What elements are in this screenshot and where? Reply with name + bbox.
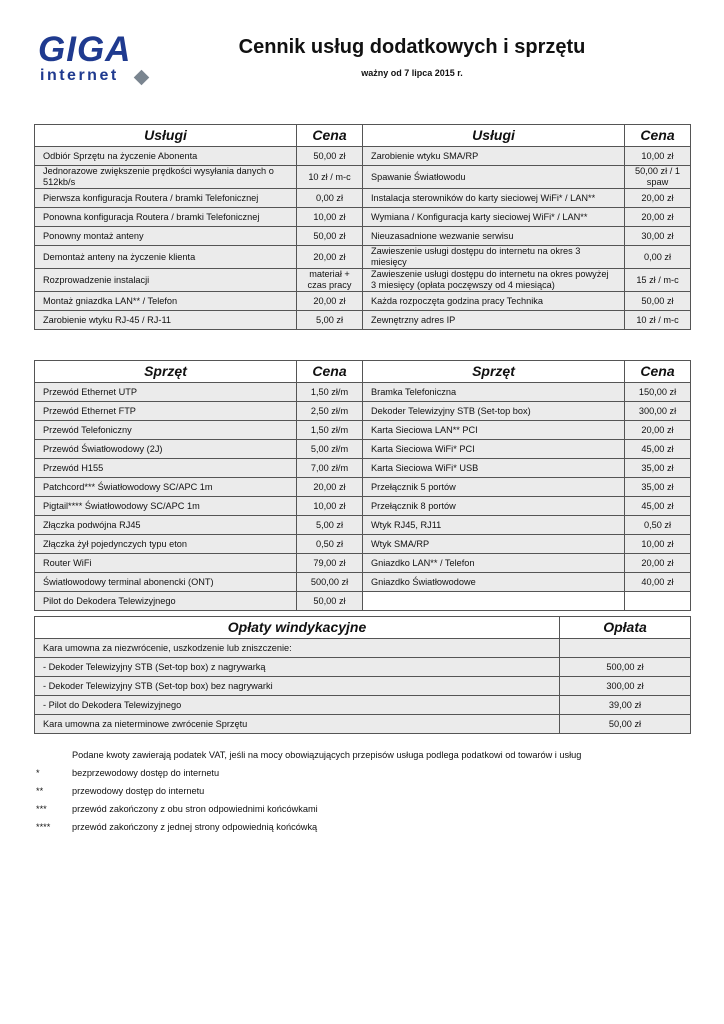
item-price: 79,00 zł: [297, 554, 363, 573]
item-price: [625, 592, 691, 611]
item-name: Ponowna konfiguracja Routera / bramki Telefonicznej: [35, 208, 297, 227]
item-name: Instalacja sterowników do karty sieciowej WiFi* / LAN**: [363, 189, 625, 208]
item-name: Przewód H155: [35, 459, 297, 478]
item-name: Złączka żył pojedynczych typu eton: [35, 535, 297, 554]
item-name: Odbiór Sprzętu na życzenie Abonenta: [35, 147, 297, 166]
table-header-row: [35, 125, 691, 147]
table-row: [35, 554, 691, 573]
item-name: Przełącznik 5 portów: [363, 478, 625, 497]
table-row: [35, 592, 691, 611]
item-name: Światłowodowy terminal abonencki (ONT): [35, 573, 297, 592]
footnote-text: bezprzewodowy dostęp do internetu: [72, 768, 220, 778]
item-name: Każda rozpoczęta godzina pracy Technika: [363, 292, 625, 311]
item-name: Jednorazowe zwiększenie prędkości wysyłania danych o 512kb/s: [35, 166, 297, 189]
note-intro-text: Podane kwoty zawierają podatek VAT, jeśli na mocy obowiązujących przepisów usługa podlega podatkowi od towarów i usług: [72, 750, 582, 760]
item-price: 0,50 zł: [625, 516, 691, 535]
item-price: 10 zł / m-c: [625, 311, 691, 330]
table-row: [35, 535, 691, 554]
item-price: 30,00 zł: [625, 227, 691, 246]
item-name: Patchcord*** Światłowodowy SC/APC 1m: [35, 478, 297, 497]
item-name: Pierwsza konfiguracja Routera / bramki Telefonicznej: [35, 189, 297, 208]
item-price: 7,00 zł/m: [297, 459, 363, 478]
item-name: Zawieszenie usługi dostępu do internetu na okres 3 miesięcy: [363, 246, 625, 269]
item-price: 15 zł / m-c: [625, 269, 691, 292]
footnote-mark: **: [36, 786, 44, 796]
table-header-row: [35, 617, 691, 639]
table-row: [35, 246, 691, 269]
fee-amount: [560, 639, 691, 658]
item-price: 10,00 zł: [297, 497, 363, 516]
item-name: Demontaż anteny na życzenie klienta: [35, 246, 297, 269]
item-price: 5,00 zł/m: [297, 440, 363, 459]
table-row: [35, 311, 691, 330]
table-row: [35, 516, 691, 535]
item-price: materiał + czas pracy: [297, 269, 363, 292]
fee-name: Kara umowna za nieterminowe zwrócenie Sprzętu: [35, 715, 560, 734]
item-price: 5,00 zł: [297, 311, 363, 330]
header-services-2: Usługi: [363, 125, 625, 147]
note-intro: [36, 746, 686, 764]
item-price: 20,00 zł: [625, 189, 691, 208]
item-name: Pilot do Dekodera Telewizyjnego: [35, 592, 297, 611]
table-row: [35, 696, 691, 715]
item-name: Montaż gniazdka LAN** / Telefon: [35, 292, 297, 311]
item-price: 10,00 zł: [625, 535, 691, 554]
item-name: Zarobienie wtyku SMA/RP: [363, 147, 625, 166]
item-price: 1,50 zł/m: [297, 421, 363, 440]
table-row: [35, 497, 691, 516]
item-name: Bramka Telefoniczna: [363, 383, 625, 402]
item-price: 20,00 zł: [297, 246, 363, 269]
item-name: Wtyk SMA/RP: [363, 535, 625, 554]
item-price: 20,00 zł: [625, 554, 691, 573]
table-row: [35, 208, 691, 227]
item-name: Zewnętrzny adres IP: [363, 311, 625, 330]
fees-table: [34, 616, 691, 734]
item-name: Przewód Światłowodowy (2J): [35, 440, 297, 459]
equipment-table: [34, 360, 691, 611]
footnote-item: [36, 764, 686, 782]
table-row: [35, 639, 691, 658]
item-price: 20,00 zł: [625, 208, 691, 227]
item-price: 20,00 zł: [625, 421, 691, 440]
item-name: [363, 592, 625, 611]
table-row: [35, 478, 691, 497]
fee-name: - Dekoder Telewizyjny STB (Set-top box) bez nagrywarki: [35, 677, 560, 696]
item-price: 50,00 zł: [625, 292, 691, 311]
table-row: [35, 573, 691, 592]
item-price: 35,00 zł: [625, 459, 691, 478]
table-row: [35, 715, 691, 734]
item-price: 10,00 zł: [625, 147, 691, 166]
header-price-2: Cena: [625, 125, 691, 147]
item-name: Dekoder Telewizyjny STB (Set-top box): [363, 402, 625, 421]
page-title: Cennik usług dodatkowych i sprzętu: [238, 36, 586, 58]
item-name: Złączka podwójna RJ45: [35, 516, 297, 535]
item-name: Przewód Ethernet UTP: [35, 383, 297, 402]
item-price: 0,00 zł: [625, 246, 691, 269]
item-price: 50,00 zł: [297, 592, 363, 611]
table-row: [35, 269, 691, 292]
footnotes: [36, 746, 686, 836]
header-price-1: Cena: [297, 361, 363, 383]
table-row: [35, 440, 691, 459]
item-name: Zawieszenie usługi dostępu do internetu na okres powyżej 3 miesięcy (opłata poczęwszy od 4 miesiąca): [363, 269, 625, 292]
header-fee: Opłata: [560, 617, 691, 639]
fee-amount: 500,00 zł: [560, 658, 691, 677]
table-row: [35, 292, 691, 311]
table-row: [35, 383, 691, 402]
item-price: 500,00 zł: [297, 573, 363, 592]
fees-body: [35, 639, 691, 734]
item-price: 20,00 zł: [297, 292, 363, 311]
item-price: 50,00 zł / 1 spaw: [625, 166, 691, 189]
logo-sub: internet: [40, 67, 119, 84]
equipment-body: [35, 383, 691, 611]
footnote-mark: ***: [36, 804, 47, 814]
item-price: 0,50 zł: [297, 535, 363, 554]
item-price: 10 zł / m-c: [297, 166, 363, 189]
footnote-mark: *: [36, 768, 40, 778]
item-price: 50,00 zł: [297, 227, 363, 246]
item-price: 150,00 zł: [625, 383, 691, 402]
header-equipment-1: Sprzęt: [35, 361, 297, 383]
item-price: 1,50 zł/m: [297, 383, 363, 402]
table-row: [35, 227, 691, 246]
item-price: 2,50 zł/m: [297, 402, 363, 421]
footnote-text: przewód zakończony z obu stron odpowiednimi końcówkami: [72, 804, 318, 814]
item-price: 5,00 zł: [297, 516, 363, 535]
item-name: Spawanie Światłowodu: [363, 166, 625, 189]
item-price: 20,00 zł: [297, 478, 363, 497]
header-price-2: Cena: [625, 361, 691, 383]
item-name: Ponowny montaż anteny: [35, 227, 297, 246]
fee-name: - Dekoder Telewizyjny STB (Set-top box) z nagrywarką: [35, 658, 560, 677]
item-name: Karta Sieciowa WiFi* USB: [363, 459, 625, 478]
item-name: Gniazdko LAN** / Telefon: [363, 554, 625, 573]
table-row: [35, 147, 691, 166]
fee-amount: 50,00 zł: [560, 715, 691, 734]
table-row: [35, 658, 691, 677]
item-price: 40,00 zł: [625, 573, 691, 592]
item-name: Przewód Ethernet FTP: [35, 402, 297, 421]
item-price: 45,00 zł: [625, 497, 691, 516]
footnote-text: przewodowy dostęp do internetu: [72, 786, 205, 796]
footnote-item: [36, 782, 686, 800]
header-price-1: Cena: [297, 125, 363, 147]
item-name: Router WiFi: [35, 554, 297, 573]
header-equipment-2: Sprzęt: [363, 361, 625, 383]
item-name: Wymiana / Konfiguracja karty sieciowej WiFi* / LAN**: [363, 208, 625, 227]
table-row: [35, 189, 691, 208]
item-price: 0,00 zł: [297, 189, 363, 208]
item-name: Nieuzasadnione wezwanie serwisu: [363, 227, 625, 246]
item-price: 10,00 zł: [297, 208, 363, 227]
fee-amount: 39,00 zł: [560, 696, 691, 715]
fee-name: - Pilot do Dekodera Telewizyjnego: [35, 696, 560, 715]
services-table: [34, 124, 691, 330]
header-services-1: Usługi: [35, 125, 297, 147]
footnote-item: [36, 800, 686, 818]
item-price: 300,00 zł: [625, 402, 691, 421]
item-price: 45,00 zł: [625, 440, 691, 459]
item-name: Przewód Telefoniczny: [35, 421, 297, 440]
table-row: [35, 402, 691, 421]
item-name: Rozprowadzenie instalacji: [35, 269, 297, 292]
item-price: 50,00 zł: [297, 147, 363, 166]
footnote-mark: ****: [36, 822, 51, 832]
item-name: Przełącznik 8 portów: [363, 497, 625, 516]
footnote-item: [36, 818, 686, 836]
table-row: [35, 677, 691, 696]
table-row: [35, 421, 691, 440]
table-header-row: [35, 361, 691, 383]
item-name: Pigtail**** Światłowodowy SC/APC 1m: [35, 497, 297, 516]
item-name: Karta Sieciowa LAN** PCI: [363, 421, 625, 440]
logo-brand: GIGA: [38, 30, 132, 69]
footnote-text: przewód zakończony z jednej strony odpowiednią końcówką: [72, 822, 318, 832]
item-name: Karta Sieciowa WiFi* PCI: [363, 440, 625, 459]
item-price: 35,00 zł: [625, 478, 691, 497]
item-name: Zarobienie wtyku RJ-45 / RJ-11: [35, 311, 297, 330]
header-fees: Opłaty windykacyjne: [35, 617, 560, 639]
services-body: [35, 147, 691, 330]
fee-name: Kara umowna za niezwrócenie, uszkodzenie lub zniszczenie:: [35, 639, 560, 658]
item-name: Wtyk RJ45, RJ11: [363, 516, 625, 535]
table-row: [35, 166, 691, 189]
fee-amount: 300,00 zł: [560, 677, 691, 696]
page-subtitle: ważny od 7 lipca 2015 r.: [361, 68, 463, 78]
table-row: [35, 459, 691, 478]
item-name: Gniazdko Światłowodowe: [363, 573, 625, 592]
